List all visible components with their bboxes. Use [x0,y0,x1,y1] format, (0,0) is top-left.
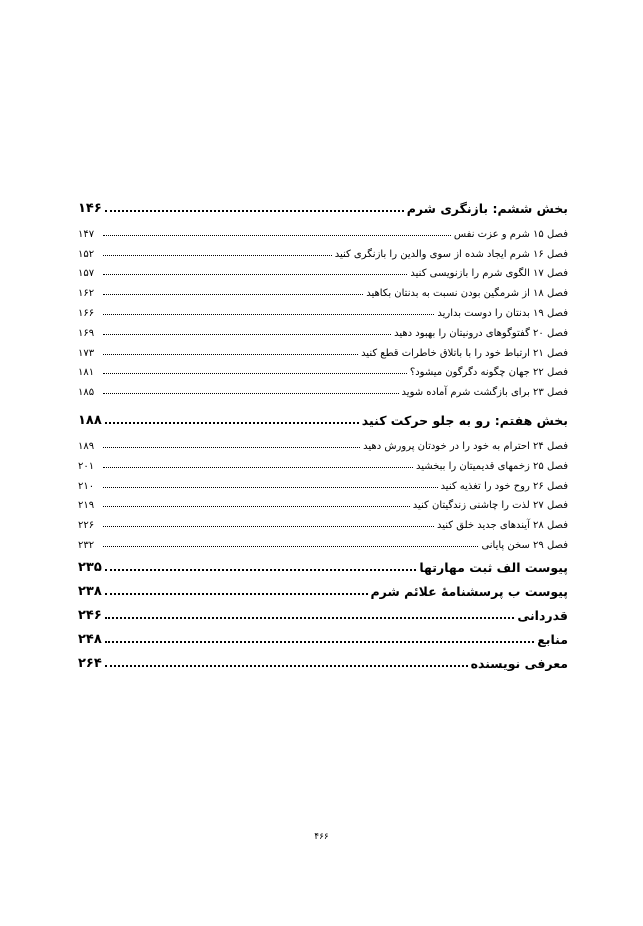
toc-chapter [78,319,568,339]
toc-chapter [78,378,568,398]
chapter-page: ۱۸۱ [78,367,95,379]
appendix-page: ۲۳۵ [78,559,102,575]
dot-leader [103,274,407,275]
chapter-title: فصل ۲۹ سخن پایانی [481,539,568,551]
chapter-page: ۲۱۰ [78,480,95,492]
chapter-page: ۲۲۶ [78,520,95,532]
toc-chapter [78,220,568,240]
table-of-contents [78,192,568,671]
section-page: ۱۴۶ [78,201,102,216]
dot-leader [103,393,399,394]
chapter-page: ۱۶۶ [78,307,95,319]
chapter-page: ۲۱۹ [78,500,95,512]
toc-appendix-b [78,575,568,599]
appendix-title: معرفی نویسنده [470,655,568,671]
chapter-title: فصل ۱۹ بدنتان را دوست بدارید [437,307,568,319]
section-page: ۱۸۸ [78,413,102,429]
toc-chapter [78,240,568,260]
dot-leader [103,526,434,527]
dot-leader [105,641,534,643]
appendix-title: پیوست ب پرسشنامهٔ علائم شرم [370,583,568,599]
chapter-title: فصل ۲۵ زخمهای قدیمیتان را ببخشید [415,460,568,472]
toc-chapter [78,432,568,452]
toc-chapter [78,260,568,280]
chapter-title: فصل ۲۲ جهان چگونه دگرگون میشود؟ [409,367,568,379]
toc-chapter [78,279,568,299]
section-title: بخش ششم: بازنگری شرم [406,201,568,216]
dot-leader [105,593,368,595]
chapter-title: فصل ۱۷ الگوی شرم را بازنویسی کنید [410,268,568,280]
appendix-title: منابع [537,631,568,647]
appendix-title: قدردانی [517,607,568,623]
toc-chapter [78,492,568,512]
chapter-page: ۱۸۵ [78,387,95,399]
dot-leader [103,235,451,236]
toc-chapter [78,531,568,551]
dot-leader [103,467,413,468]
dot-leader [103,255,332,256]
dot-leader [103,546,478,547]
chapter-title: فصل ۲۸ آیندهای جدید خلق کنید [437,520,568,532]
toc-section-7 [78,404,568,428]
appendix-title: پیوست الف ثبت مهارتها [419,559,568,575]
chapter-page: ۱۷۳ [78,347,95,359]
dot-leader [103,354,358,355]
chapter-page: ۱۵۲ [78,248,95,260]
toc-chapter [78,339,568,359]
appendix-page: ۲۳۸ [78,583,102,599]
chapter-page: ۲۰۱ [78,460,95,472]
chapter-page: ۱۵۷ [78,268,95,280]
toc-about-author [78,647,568,671]
chapter-page: ۱۶۲ [78,288,95,300]
dot-leader [103,314,434,315]
toc-appendix-a [78,551,568,575]
toc-chapter [78,472,568,492]
toc-section-6 [78,192,568,216]
dot-leader [103,334,391,335]
dot-leader [103,506,410,507]
dot-leader [103,373,407,374]
chapter-title: فصل ۲۶ روح خود را تغذیه کنید [440,480,568,492]
toc-acknowledgements [78,599,568,623]
page-number: ۴۶۶ [314,832,329,842]
toc-chapter [78,299,568,319]
chapter-page: ۱۴۷ [78,228,95,240]
dot-leader [105,210,404,212]
chapter-title: فصل ۱۸ از شرمگین بودن نسبت به بدنتان بکاهید [366,288,568,300]
chapter-title: فصل ۱۵ شرم و عزت نفس [453,228,568,240]
appendix-page: ۲۴۸ [78,631,102,647]
dot-leader [103,487,438,488]
toc-chapter [78,511,568,531]
chapter-page: ۱۸۹ [78,440,95,452]
chapter-page: ۲۳۲ [78,539,95,551]
section-title: بخش هفتم: رو به جلو حرکت کنید [361,413,568,429]
appendix-page: ۲۶۴ [78,655,102,671]
dot-leader [103,294,363,295]
dot-leader [103,447,360,448]
chapter-page: ۱۶۹ [78,327,95,339]
chapter-title: فصل ۲۰ گفتوگوهای درونیتان را بهبود دهید [394,327,568,339]
appendix-page: ۲۴۶ [78,607,102,623]
dot-leader [105,617,515,619]
chapter-title: فصل ۲۱ ارتباط خود را با باتلاق خاطرات قطع کنید [361,347,568,359]
chapter-title: فصل ۱۶ شرم ایجاد شده از سوی والدین را بازنگری کنید [334,248,568,260]
chapter-title: فصل ۲۳ برای بازگشت شرم آماده شوید [401,387,568,399]
chapter-title: فصل ۲۴ احترام به خود را در خودتان پرورش دهید [363,440,568,452]
toc-references [78,623,568,647]
toc-chapter [78,359,568,379]
dot-leader [105,422,359,424]
chapter-title: فصل ۲۷ لذت را چاشنی زندگیتان کنید [412,500,568,512]
dot-leader [105,569,417,571]
dot-leader [105,665,468,667]
toc-chapter [78,452,568,472]
